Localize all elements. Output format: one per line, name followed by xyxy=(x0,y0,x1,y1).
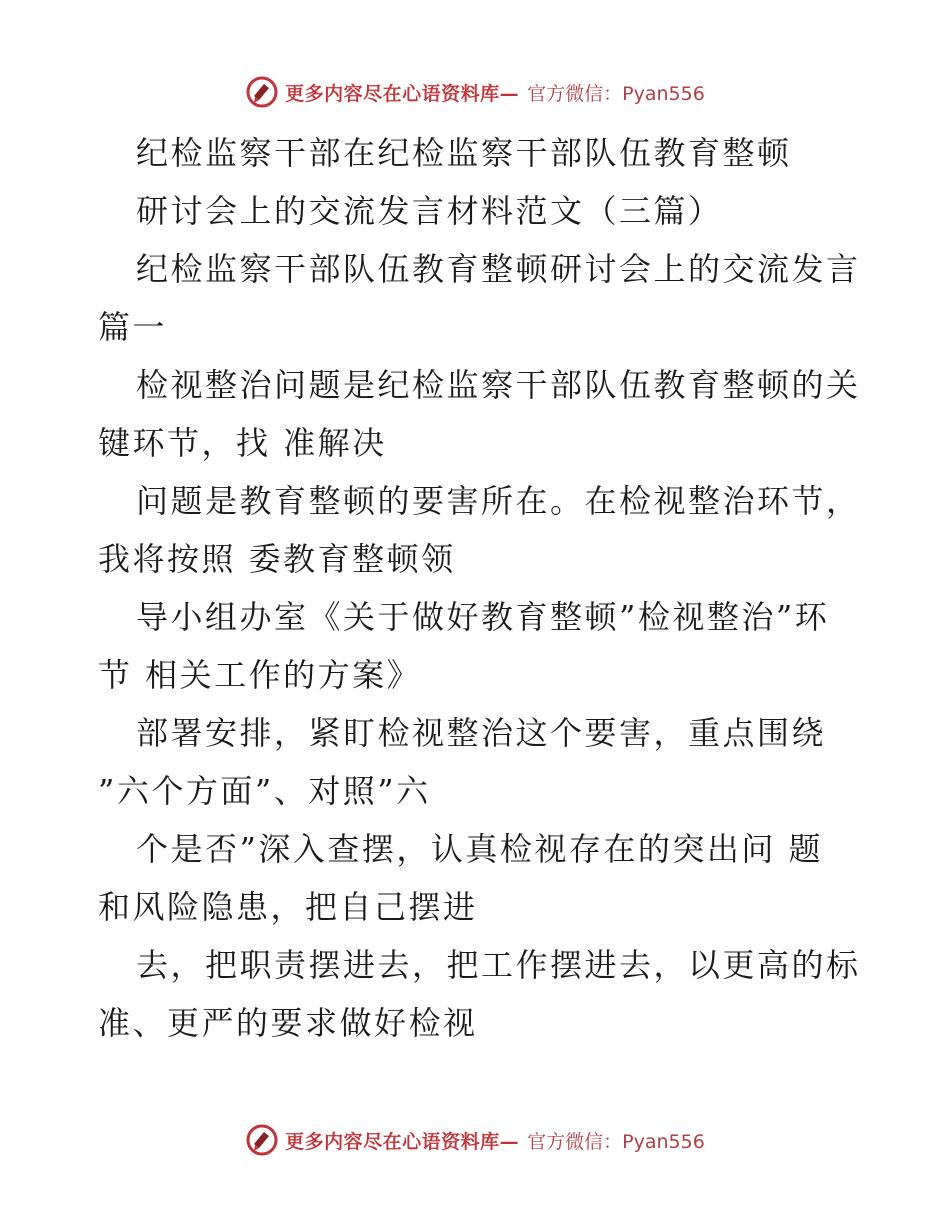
watermark-brand-text: 更多内容尽在心语资料库— xyxy=(285,82,520,105)
paragraph-line: 检视整治问题是纪检监察干部队伍教育整顿的关 xyxy=(136,366,861,404)
document-body xyxy=(98,124,861,1052)
paragraph-line: 部署安排，紧盯检视整治这个要害，重点围绕 xyxy=(136,714,827,752)
paragraph-line: 导小组办室《关于做好教育整顿”检视整治”环 xyxy=(136,598,830,636)
footer-watermark xyxy=(0,1118,950,1162)
title-line-1: 纪检监察干部在纪检监察干部队伍教育整顿 xyxy=(136,134,792,172)
brand-logo-icon xyxy=(245,75,279,109)
watermark-contact-text: 官方微信：Pyan556 xyxy=(527,82,705,105)
title-line-2: 研讨会上的交流发言材料范文（三篇） xyxy=(136,192,723,230)
paragraph-line: 节 相关工作的方案》 xyxy=(98,656,422,694)
paragraph-line: 去，把职责摆进去，把工作摆进去，以更高的标 xyxy=(136,946,861,984)
paragraph-line: 和风险隐患，把自己摆进 xyxy=(98,888,478,926)
paragraph-line: 我将按照 委教育整顿领 xyxy=(98,540,456,578)
header-watermark xyxy=(0,70,950,114)
brand-logo-icon xyxy=(245,1123,279,1157)
paragraph-line: 键环节，找 准解决 xyxy=(98,424,387,462)
paragraph-line: 问题是教育整顿的要害所在。在检视整治环节， xyxy=(136,482,861,520)
watermark-contact-text: 官方微信：Pyan556 xyxy=(527,1130,705,1153)
watermark-brand-text: 更多内容尽在心语资料库— xyxy=(285,1130,520,1153)
paragraph-line: 个是否”深入查摆，认真检视存在的突出问 题 xyxy=(136,830,824,868)
section-heading-line-1: 纪检监察干部队伍教育整顿研讨会上的交流发言 xyxy=(136,250,861,288)
paragraph-line: 准、更严的要求做好检视 xyxy=(98,1004,478,1042)
section-heading-line-2: 篇一 xyxy=(98,308,168,346)
paragraph-line: ”六个方面”、对照”六 xyxy=(98,772,431,810)
